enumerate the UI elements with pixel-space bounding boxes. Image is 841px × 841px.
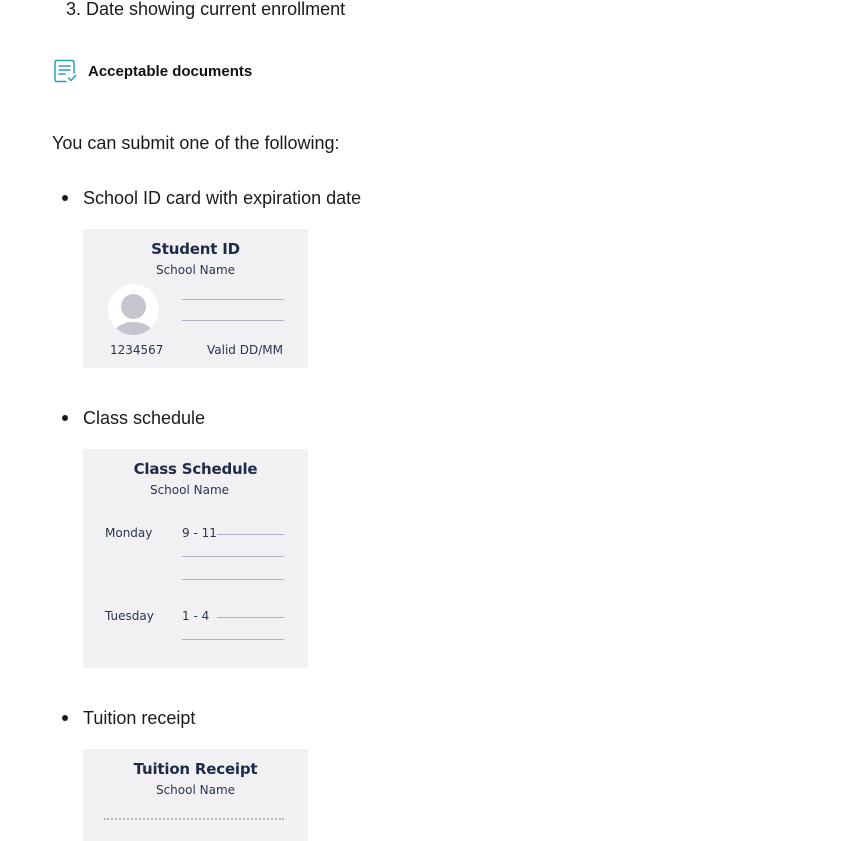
placeholder-line bbox=[182, 299, 284, 300]
bullet-icon bbox=[62, 195, 68, 201]
placeholder-line bbox=[182, 579, 284, 580]
document-list-icon bbox=[53, 58, 78, 84]
schedule-day: Monday bbox=[105, 526, 153, 540]
dashed-divider bbox=[104, 818, 284, 820]
valid-date: Valid DD/MM bbox=[207, 343, 283, 357]
list-item bbox=[62, 406, 205, 430]
avatar-icon bbox=[108, 284, 159, 335]
card-subtitle: School Name bbox=[155, 263, 236, 277]
card-title: Class Schedule bbox=[133, 460, 258, 478]
list-item bbox=[62, 186, 361, 210]
schedule-time: 1 - 4 bbox=[182, 609, 210, 623]
class-schedule-illustration bbox=[83, 449, 308, 668]
bullet-icon bbox=[62, 415, 68, 421]
card-title: Student ID bbox=[151, 240, 240, 258]
step-item-3: 3. Date showing current enrollment bbox=[66, 0, 346, 19]
list-item-label: Tuition receipt bbox=[83, 708, 196, 728]
card-subtitle: School Name bbox=[149, 483, 230, 497]
placeholder-line bbox=[182, 639, 284, 640]
bullet-icon bbox=[62, 715, 68, 721]
card-subtitle: School Name bbox=[155, 783, 236, 797]
card-title: Tuition Receipt bbox=[133, 760, 258, 778]
section-header bbox=[53, 58, 252, 84]
student-id-card-illustration bbox=[83, 229, 308, 368]
placeholder-line bbox=[217, 617, 284, 618]
list-item-label: Class schedule bbox=[83, 408, 206, 428]
list-item-label: School ID card with expiration date bbox=[83, 188, 362, 208]
intro-text: You can submit one of the following: bbox=[52, 133, 340, 153]
placeholder-line bbox=[217, 534, 284, 535]
tuition-receipt-illustration bbox=[83, 749, 308, 841]
list-item bbox=[62, 706, 195, 730]
placeholder-line bbox=[182, 556, 284, 557]
id-number: 1234567 bbox=[110, 343, 164, 357]
placeholder-line bbox=[182, 320, 284, 321]
schedule-day: Tuesday bbox=[105, 609, 154, 623]
section-title: Acceptable documents bbox=[88, 62, 253, 80]
schedule-time: 9 - 11 bbox=[182, 526, 217, 540]
